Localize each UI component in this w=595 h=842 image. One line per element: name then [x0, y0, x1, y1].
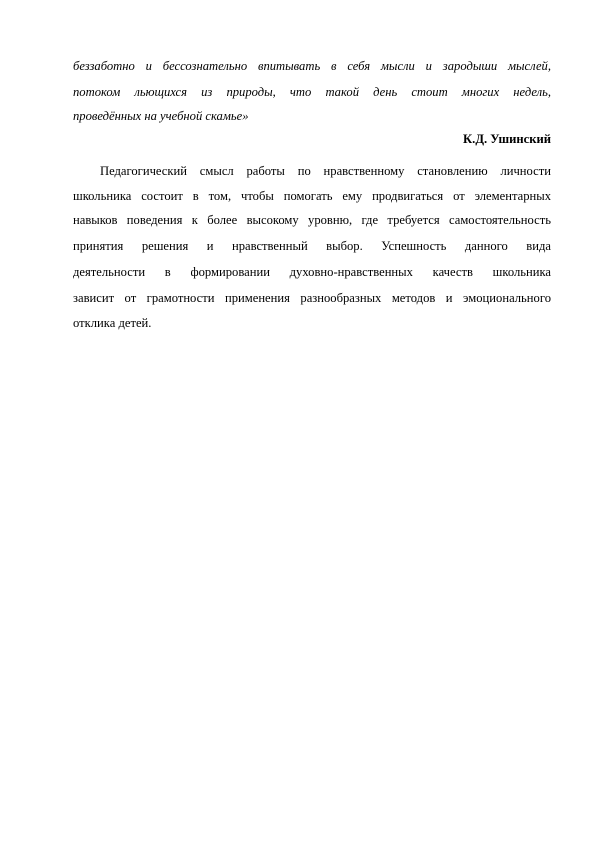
quote-line-2: потоком льющихся из природы, что такой день стоит многих недель, — [73, 85, 551, 99]
paragraph-line-2: школьника состоит в том, чтобы помогать ему продвигаться от элементарных — [73, 189, 551, 203]
quote-line-3: проведённых на учебной скамье» — [73, 109, 249, 123]
paragraph-line-3: навыков поведения к более высокому уровню, где требуется самостоятельность — [73, 213, 551, 227]
paragraph-line-7: отклика детей. — [73, 316, 152, 330]
paragraph-line-6: зависит от грамотности применения разнообразных методов и эмоционального — [73, 291, 551, 305]
paragraph-line-4: принятия решения и нравственный выбор. Успешность данного вида — [73, 239, 551, 253]
paragraph-line-1: Педагогический смысл работы по нравственному становлению личности — [100, 164, 551, 178]
quote-line-1: беззаботно и бессознательно впитывать в себя мысли и зародыши мыслей, — [73, 59, 551, 73]
paragraph-line-5: деятельности в формировании духовно-нравственных качеств школьника — [73, 265, 551, 279]
quote-author: К.Д. Ушинский — [463, 132, 551, 146]
